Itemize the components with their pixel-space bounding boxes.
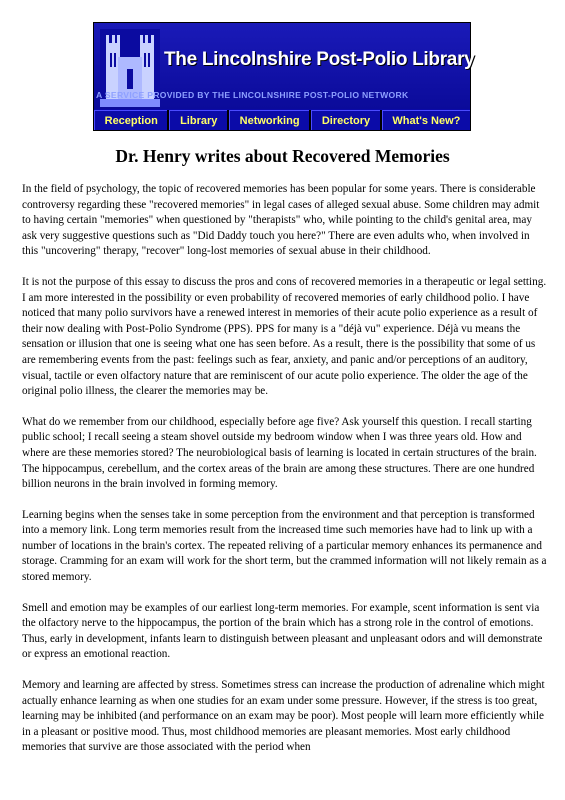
nav-whats-new[interactable]: What's New? bbox=[382, 110, 470, 130]
paragraph: What do we remember from our childhood, especially before age five? Ask yourself this question. I recall starting public school; I recall seeing a steam shovel outside my bedroom window when I was three years old. How and where are these memories stored? The neurobiological basis of learning is located in certain structures of the brain. The hippocampus, cerebellum, and the cortex areas of the brain are among these structures. There are one hundred billion neurons in the brain involved in forming memory. bbox=[22, 415, 537, 491]
site-subtitle: A SERVICE PROVIDED BY THE LINCOLNSHIRE POST-POLIO NETWORK bbox=[96, 90, 409, 100]
paragraph: Memory and learning are affected by stress. Sometimes stress can increase the production of adrenaline which might actually enhance learning as when one studies for an exam under some pressure. However, if the stress is too great, learning may be inhibited (and performance on an exam may be poor). Most people will learn more efficiently while in a pleasant or positive mood. Thus, most childhood memories are pleasant memories. Most early childhood memories that survive are those associated with the period when bbox=[22, 679, 545, 754]
site-banner bbox=[93, 22, 475, 131]
nav-bar bbox=[94, 110, 470, 130]
banner-header[interactable] bbox=[94, 23, 475, 109]
site-title: The Lincolnshire Post-Polio Library bbox=[164, 49, 475, 70]
nav-networking[interactable]: Networking bbox=[229, 110, 309, 130]
paragraph: Smell and emotion may be examples of our earliest long-term memories. For example, scent information is sent via the olfactory nerve to the hippocampus, the portion of the brain which has a strong role in the control of emotions. Thus, early in development, infants learn to distinguish between pleasant and unpleasant odors and will demonstrate or express an emotional reaction. bbox=[22, 601, 543, 661]
paragraph: It is not the purpose of this essay to discuss the pros and cons of recovered memories in a therapeutic or legal setting. I am more interested in the possibility or even probability of recovered memories of early childhood polio. I have noticed that many polio survivors have a renewed interest in memories of their acute polio experience as a result of their now dealing with Post-Polio Syndrome (PPS). PPS for many is a "déjà vu" experience. Déjà vu means the sensation or illusion that one is seeing what one has seen before. As a result, there is the possibility that some of us are remembering events from the past: feelings such as fear, anxiety, and panic and/or perceptions of an auditory, visual, tactile or even olfactory nature that are reminiscent of our acute polio experience. The older the age of the original polio illness, the clearer the memories may be. bbox=[22, 275, 547, 398]
nav-reception[interactable]: Reception bbox=[94, 110, 167, 130]
page-title: Dr. Henry writes about Recovered Memories bbox=[115, 146, 450, 166]
paragraph: Learning begins when the senses take in some perception from the environment and that perception is transformed into a memory link. Long term memories result from the increased time such memories have had to link up with a number of locations in the brain's cortex. The repeated reliving of a particular memory enhances its permanence and storage. Cramming for an exam will work for the short term, but the crammed information will not likely remain as a stored memory. bbox=[22, 508, 547, 584]
article-body bbox=[22, 182, 547, 771]
nav-directory[interactable]: Directory bbox=[311, 110, 380, 130]
paragraph: In the field of psychology, the topic of recovered memories has been popular for some years. There is considerable controversy regarding these "recovered memories" in legal cases of alleged sexual abuse. Some children may admit to having certain "memories" when questioned by "therapists" who, while pointing to the child's genital area, may ask very suggestive questions such as "Did Daddy touch you here?" There are even adults who, when involved in this "uncovering" therapy, "recover" long-lost memories of sexual abuse in their childhood. bbox=[22, 183, 540, 258]
nav-library[interactable]: Library bbox=[169, 110, 227, 130]
